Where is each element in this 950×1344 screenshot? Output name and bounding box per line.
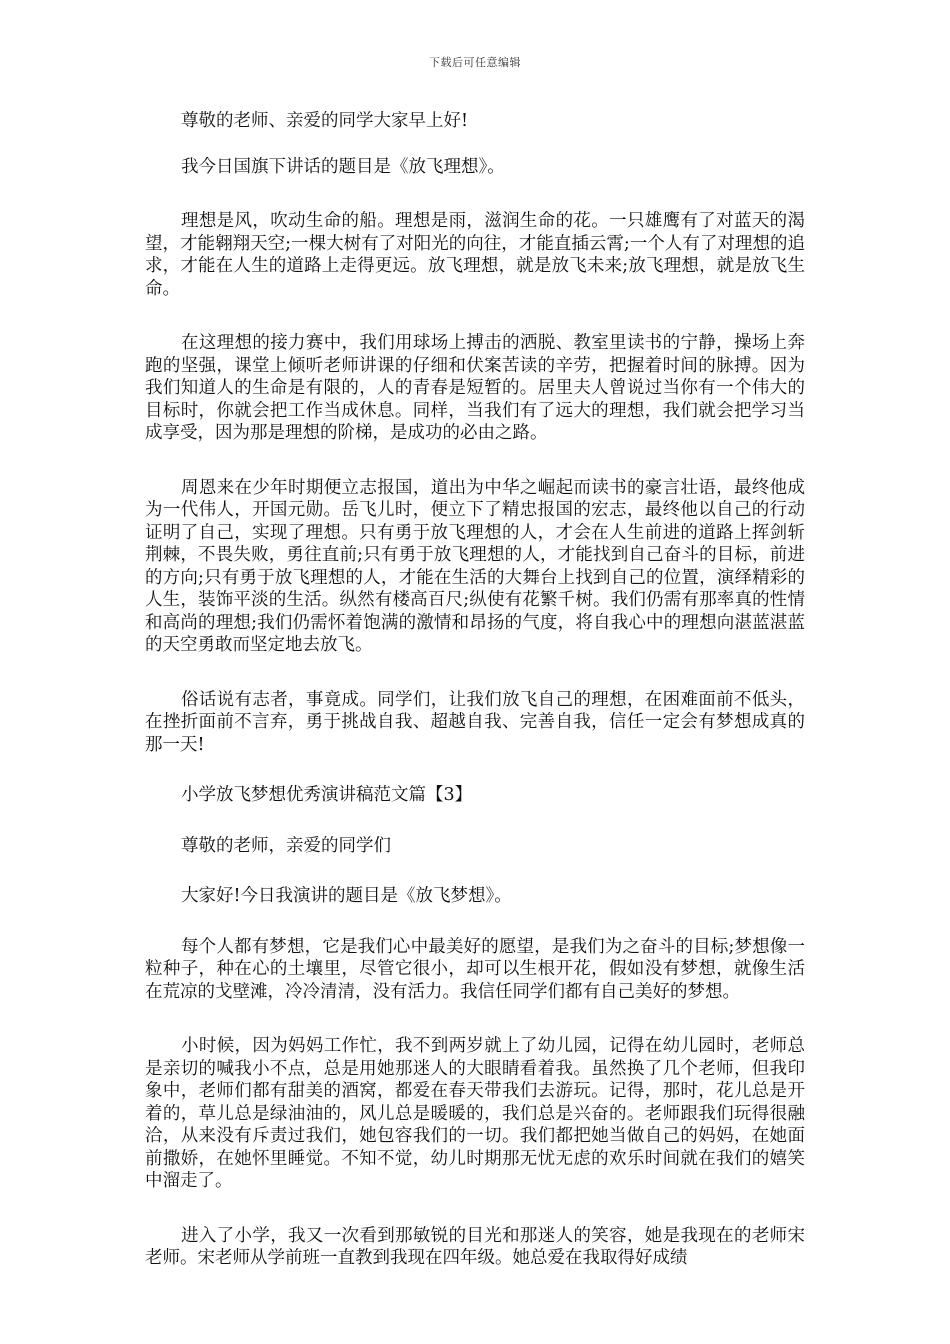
paragraph-childhood: 小时候，因为妈妈工作忙，我不到两岁就上了幼儿园，记得在幼儿园时，老师总是亲切的喊我小不点，总是用她那迷人的大眼睛看着我。虽然换了几个老师，但我印象中，老师们都有甜美的酒窝，都爱在春天带我们去游玩。记得，那时，花儿总是开着的，草儿总是绿油油的，风儿总是暖暖的，我们总是兴奋的。老师跟我们玩得很融洽，从来没有斥责过我们，她包容我们的一切。我们都把她当做自己的妈妈，在她面前撒娇，在她怀里睡觉。不知不觉，幼儿时期那无忧无虑的欢乐时间就在我们的嬉笑中溜走了。 [145, 1036, 805, 1191]
paragraph-primary-school: 进入了小学，我又一次看到那敏锐的目光和那迷人的笑容，她是我现在的老师宋老师。宋老师从学前班一直教到我现在四年级。她总爱在我取得好成绩 [145, 1225, 805, 1268]
paragraph-salutation: 尊敬的老师，亲爱的同学们 [181, 835, 391, 856]
paragraph-proverb: 俗话说有志者，事竟成。同学们，让我们放飞自己的理想，在困难面前不低头，在挫折面前不言弃，勇于挑战自我、超越自我、完善自我，信任一定会有梦想成真的那一天! [145, 689, 805, 755]
document-body [145, 110, 805, 1270]
paragraph-ideal-wind: 理想是风，吹动生命的船。理想是雨，滋润生命的花。一只雄鹰有了对蓝天的渴望，才能翱翔天空;一棵大树有了对阳光的向往，才能直插云霄;一个人有了对理想的追求，才能在人生的道路上走得更远。放飞理想，就是放飞未来;放飞理想，就是放飞生命。 [145, 211, 805, 299]
paragraph-zhou-enlai: 周恩来在少年时期便立志报国，道出为中华之崛起而读书的豪言壮语，最终他成为一代伟人，开国元勋。岳飞儿时，便立下了精忠报国的宏志，最终他以自己的行动证明了自己，实现了理想。只有勇于放飞理想的人，才会在人生前进的道路上挥剑斩荆棘，不畏失败，勇往直前;只有勇于放飞理想的人，才能找到自己奋斗的目标，前进的方向;只有勇于放飞理想的人，才能在生活的大舞台上找到自己的位置，演绎精彩的人生，装饰平淡的生活。纵然有楼高百尺;纵使有花繁千树。我们仍需有那率真的性情和高尚的理想;我们仍需怀着饱满的激情和昂扬的气度，将自我心中的理想向湛蓝湛蓝的天空勇敢而坚定地去放飞。 [145, 477, 805, 655]
paragraph-greeting: 尊敬的老师、亲爱的同学大家早上好! [181, 111, 469, 131]
page-header-note: 下载后可任意编辑 [429, 56, 521, 69]
paragraph-everyone-dreams: 每个人都有梦想，它是我们心中最美好的愿望，是我们为之奋斗的目标;梦想像一粒种子，种在心的土壤里，尽管它很小，却可以生根开花，假如没有梦想，就像生活在荒凉的戈壁滩，冷冷清清，没有活力。我信任同学们都有自己美好的梦想。 [145, 936, 805, 1002]
paragraph-topic: 我今日国旗下讲话的题目是《放飞理想》。 [181, 156, 505, 177]
paragraph-relay: 在这理想的接力赛中，我们用球场上搏击的洒脱、教室里读书的宁静，操场上奔跑的坚强，课堂上倾听老师讲课的仔细和伏案苦读的辛劳，把握着时间的脉搏。因为我们知道人的生命是有限的，人的青春是短暂的。居里夫人曾说过当你有一个伟大的目标时，你就会把工作当成休息。同样，当我们有了远大的理想，我们就会把学习当成享受，因为那是理想的阶梯，是成功的必由之路。 [145, 333, 805, 443]
section-heading: 小学放飞梦想优秀演讲稿范文篇【3】 [181, 785, 473, 805]
paragraph-speech-topic: 大家好!今日我演讲的题目是《放飞梦想》。 [181, 886, 512, 906]
